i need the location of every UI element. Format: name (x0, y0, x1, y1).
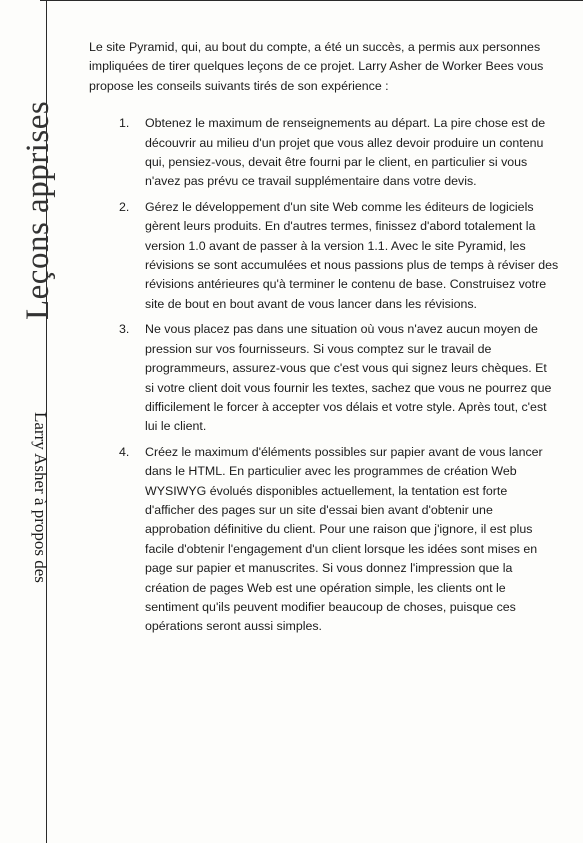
list-item (89, 114, 559, 192)
list-item-number: 4. (119, 444, 130, 459)
list-item-number: 2. (119, 199, 130, 214)
sidebar-subtitle: Larry Asher à propos des (31, 412, 50, 583)
list-item (89, 320, 559, 436)
sidebar-title: Leçons apprises (20, 100, 56, 320)
list-item-text: Ne vous placez pas dans une situation où vous n'avez aucun moyen de pression sur vos fournisseurs. Si vous comptez sur le travail de programmeurs, assurez-vous que c'est vous qui signez leurs chèques. Et si votre client doit vous fournir les textes, sachez que vous ne pourrez que difficilement le forcer à accepter vos délais et votre style. Après tout, c'est lui le client. (145, 322, 552, 434)
list-item-text: Gérez le développement d'un site Web comme les éditeurs de logiciels gèrent leurs produits. En d'autres termes, finissez d'abord totalement la version 1.0 avant de passer à la version 1.1. Avec le site Pyramid, les révisions se sont accumulées et nous passions plus de temps à réviser des révisions antérieures qu'à terminer le contenu de base. Construisez votre site de bout en bout avant de vous lancer dans les révisions. (145, 199, 559, 311)
list-item-number: 1. (119, 116, 130, 131)
lessons-list (89, 114, 559, 637)
intro-paragraph: Le site Pyramid, qui, au bout du compte, a été un succès, a permis aux personnes impliquées de tirer quelques leçons de ce projet. Larry Asher de Worker Bees vous propose les conseils suivants tirés de son expérience : (89, 40, 544, 93)
main-content (89, 38, 559, 643)
list-item (89, 443, 559, 637)
list-item-number: 3. (119, 322, 130, 337)
list-item-text: Obtenez le maximum de renseignements au départ. La pire chose est de découvrir au milieu d'un projet que vous allez devoir produire un contenu qui, pensiez-vous, devait être fourni par le client, en particulier si vous n'avez pas prévu ce travail supplémentaire dans votre devis. (145, 116, 546, 189)
list-item (89, 198, 559, 314)
top-rule (40, 0, 583, 1)
list-item-text: Créez le maximum d'éléments possibles sur papier avant de vous lancer dans le HTML. En particulier avec les programmes de création Web WYSIWYG évolués disponibles actuellement, la tentation est forte d'afficher des pages sur un site d'essai bien avant d'obtenir une approbation définitive du client. Pour une raison que j'ignore, il est plus facile d'obtenir l'engagement d'un client lorsque les idées sont mises en page sur papier et manuscrites. Si vous donnez l'impression que la création de pages Web est une opération simple, les clients ont le sentiment qu'ils peuvent modifier beaucoup de choses, puisque ces opérations seront aussi simples. (145, 444, 543, 634)
